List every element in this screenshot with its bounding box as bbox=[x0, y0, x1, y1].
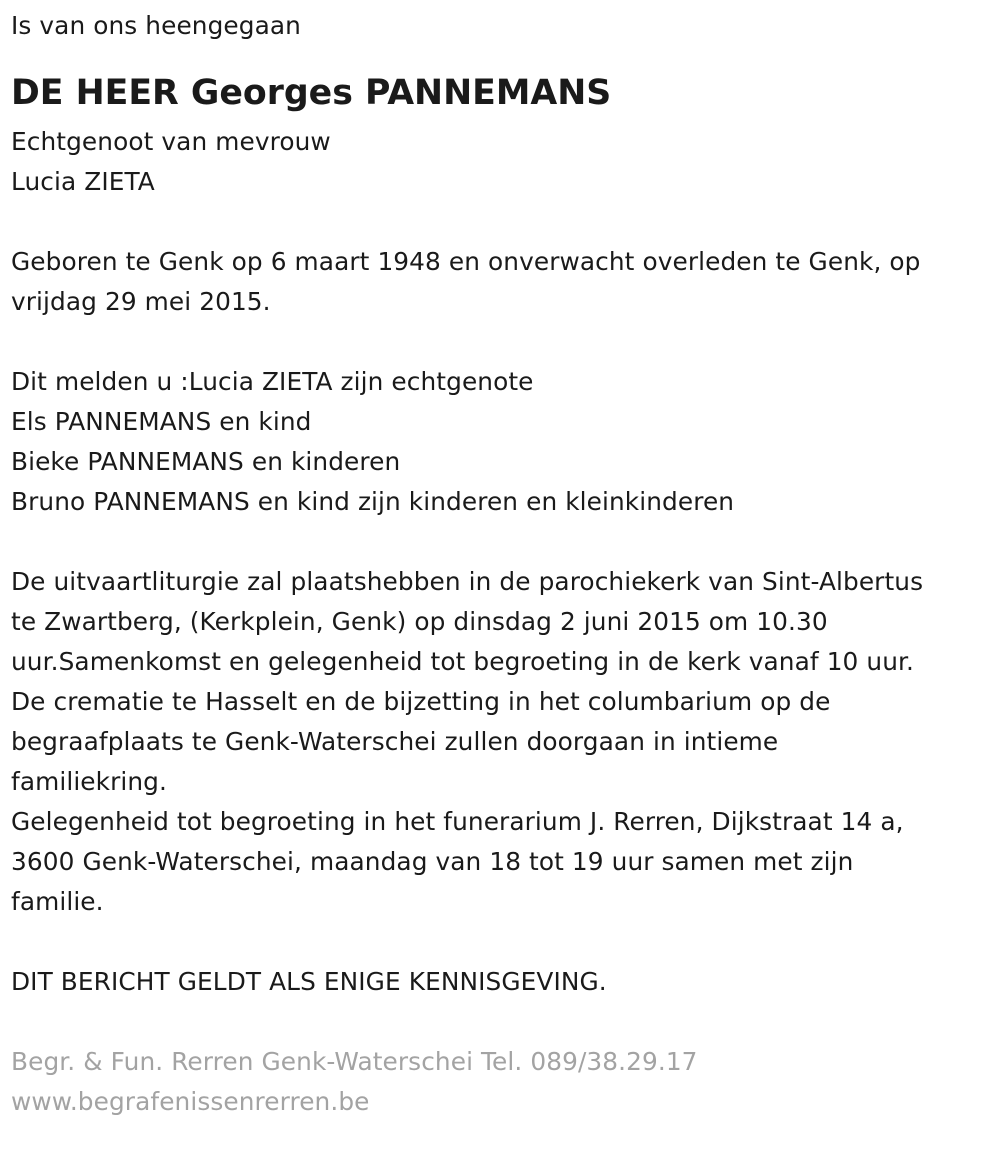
notice-text: DIT BERICHT GELDT ALS ENIGE KENNISGEVING. bbox=[11, 967, 607, 996]
funeral-line: begraafplaats te Genk-Waterschei zullen doorgaan in intieme bbox=[11, 727, 779, 756]
website-link[interactable]: www.begrafenissenrerren.be bbox=[11, 1087, 370, 1116]
funeral-line: familiekring. bbox=[11, 767, 167, 796]
funeral-line: De uitvaartliturgie zal plaatshebben in de parochiekerk van Sint-Albertus bbox=[11, 567, 924, 596]
spacer bbox=[11, 922, 1000, 962]
funeral-line: De crematie te Hasselt en de bijzetting in het columbarium op de bbox=[11, 687, 831, 716]
family-line: Bruno PANNEMANS en kind zijn kinderen en kleinkinderen bbox=[11, 487, 735, 516]
spacer bbox=[11, 322, 1000, 362]
funeral-line: Gelegenheid tot begroeting in het funerarium J. Rerren, Dijkstraat 14 a, bbox=[11, 807, 904, 836]
spacer bbox=[11, 202, 1000, 242]
spouse-line: Echtgenoot van mevrouw bbox=[11, 127, 331, 156]
birth-death-block bbox=[11, 242, 1000, 322]
family-line: Bieke PANNEMANS en kinderen bbox=[11, 447, 401, 476]
intro-text: Is van ons heengegaan bbox=[11, 11, 301, 40]
family-line: Dit melden u :Lucia ZIETA zijn echtgenote bbox=[11, 367, 534, 396]
funeral-line: uur.Samenkomst en gelegenheid tot begroeting in de kerk vanaf 10 uur. bbox=[11, 647, 915, 676]
birth-death-line: Geboren te Genk op 6 maart 1948 en onverwacht overleden te Genk, op bbox=[11, 247, 921, 276]
funeral-line: 3600 Genk-Waterschei, maandag van 18 tot 19 uur samen met zijn bbox=[11, 847, 854, 876]
funeral-line: te Zwartberg, (Kerkplein, Genk) op dinsdag 2 juni 2015 om 10.30 bbox=[11, 607, 828, 636]
spacer bbox=[11, 1002, 1000, 1042]
funeral-line: familie. bbox=[11, 887, 104, 916]
family-line: Els PANNEMANS en kind bbox=[11, 407, 312, 436]
spacer bbox=[11, 522, 1000, 562]
funeral-home-contact: Begr. & Fun. Rerren Genk-Waterschei Tel. 089/38.29.17 bbox=[11, 1047, 698, 1076]
family-block bbox=[11, 362, 1000, 522]
spouse-block bbox=[11, 122, 1000, 202]
birth-death-line: vrijdag 29 mei 2015. bbox=[11, 287, 271, 316]
spouse-line: Lucia ZIETA bbox=[11, 167, 155, 196]
funeral-block bbox=[11, 562, 1000, 922]
deceased-name: DE HEER Georges PANNEMANS bbox=[11, 73, 612, 113]
